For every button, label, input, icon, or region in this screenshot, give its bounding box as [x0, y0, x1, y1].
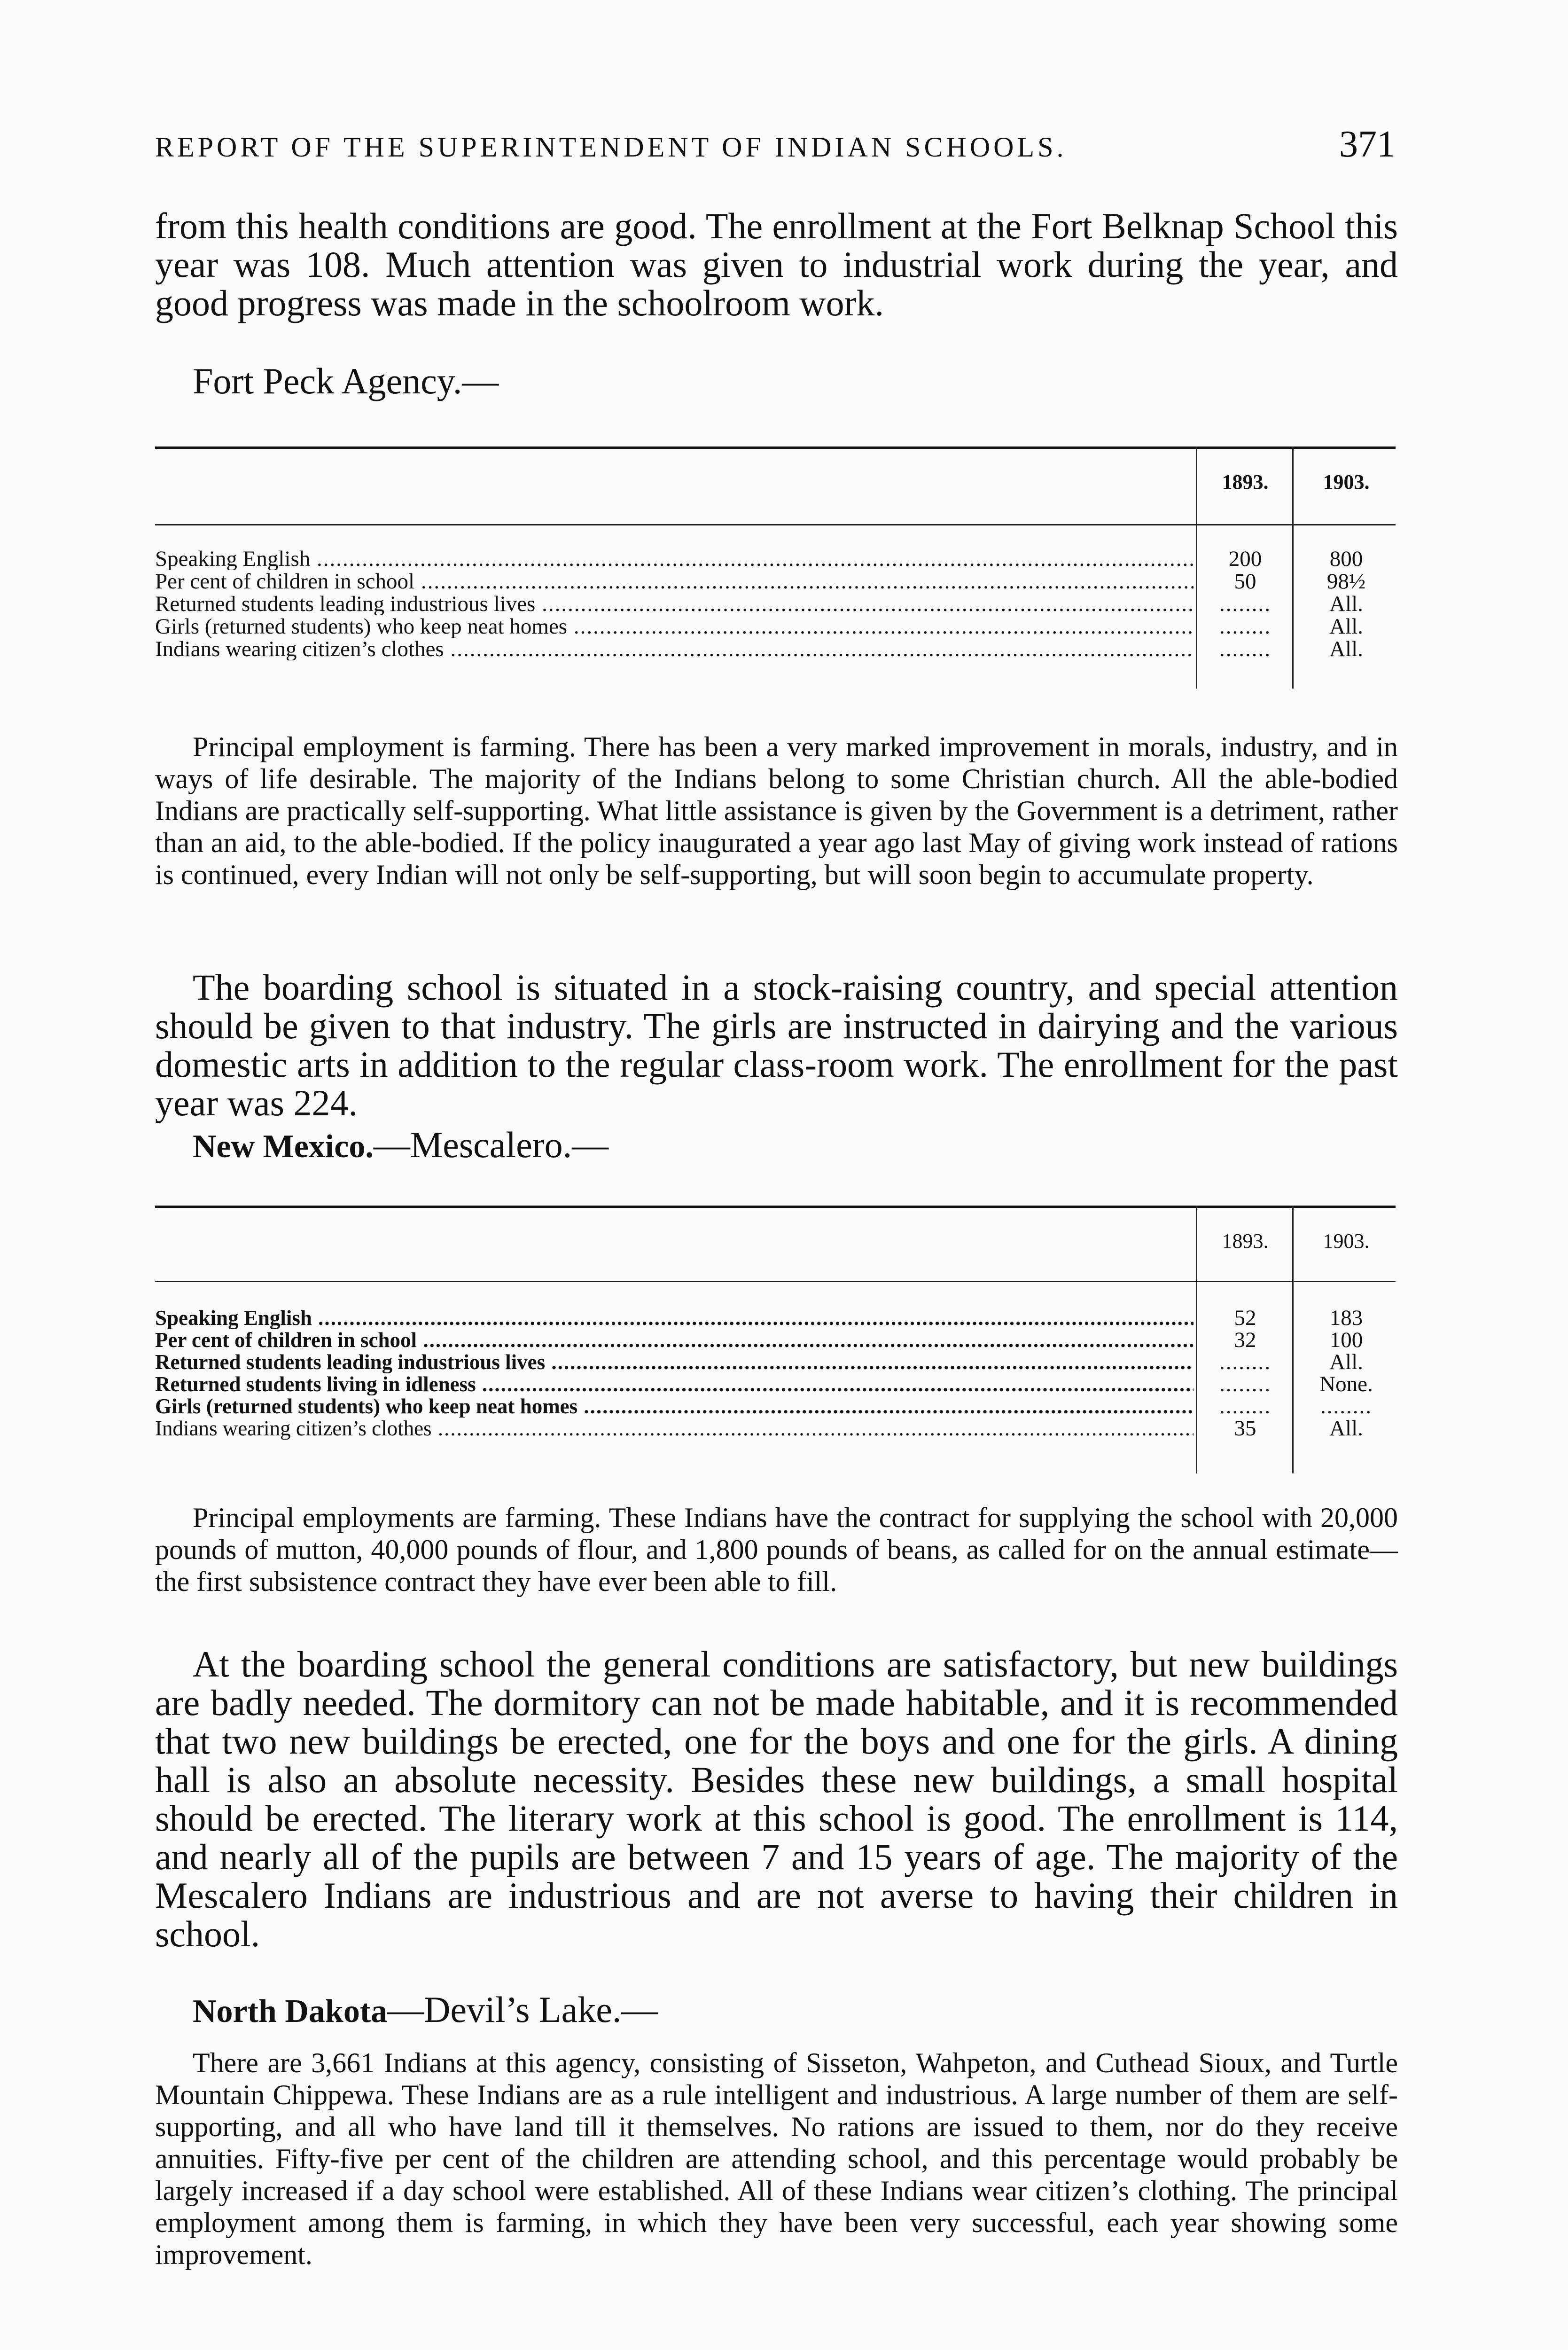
table-row: [155, 548, 1396, 570]
value-1903: ........: [1320, 1394, 1372, 1418]
row-label: Returned students leading industrious lives .....: [155, 593, 1194, 615]
heading-agency: —Devil’s Lake.—: [387, 1989, 658, 2030]
paragraph-mescalero-boarding-school: At the boarding school the general conditions are satisfactory, but new buildings are badly needed. The dormitory can not be made habitable, and it is recommended that two new buildings be erected, one for the boys and one for the girls. A dining hall is also an absolute necessity. Besides these new buildings, a small hospital should be erected. The literary work at this school is good. The enrollment is 114, and nearly all of the pupils are between 7 and 15 years of age. The majority of the Mescalero Indians are industrious and are not averse to having their children in school.: [155, 1644, 1398, 1954]
table-top-rule: [155, 1206, 1396, 1208]
row-label: Speaking English .....: [155, 1307, 1194, 1329]
paragraph-fort-peck-boarding-school: The boarding school is situated in a stock-raising country, and special attention should be given to that industry. The girls are instructed in dairying and the various domestic arts in addition to the regular class-room work. The enrollment for the past year was 224.: [155, 967, 1398, 1123]
row-label: Returned students leading industrious lives .....: [155, 1351, 1194, 1373]
table-row: [155, 615, 1396, 638]
value-1893: 32: [1234, 1328, 1256, 1352]
row-label: Indians wearing citizen’s clothes .....: [155, 1417, 1194, 1440]
paragraph-fort-belknap: from this health conditions are good. The enrollment at the Fort Belknap School this year was 108. Much attention was given to industrial work during the year, and good progress was made in the schoolroom work.: [155, 205, 1398, 323]
paragraph-fort-peck-employment: Principal employment is farming. There has been a very marked improvement in morals, industry, and in ways of life desirable. The majority of the Indians belong to some Christian church. All the able-bodied Indians are practically self-supporting. What little assistance is given by the Government is a detriment, rather than an aid, to the able-bodied. If the policy inaugurated a year ago last May of giving work instead of rations is continued, every Indian will not only be self-supporting, but will soon begin to accumulate property.: [155, 731, 1398, 890]
value-1903: 98½: [1326, 569, 1366, 594]
table-row: [155, 1373, 1396, 1395]
value-1903: 183: [1329, 1306, 1363, 1330]
column-header-1903: 1903.: [1323, 470, 1370, 494]
page-header: [155, 123, 1396, 170]
table-row: [155, 1307, 1396, 1329]
value-1903: All.: [1329, 592, 1363, 616]
running-head: REPORT OF THE SUPERINTENDENT OF INDIAN SCHOOLS.: [155, 132, 1067, 163]
value-1893: 52: [1234, 1306, 1256, 1330]
value-1903: All.: [1329, 1416, 1363, 1441]
table-row: [155, 570, 1396, 593]
value-1893: 200: [1228, 547, 1262, 571]
page-number: 371: [1339, 124, 1396, 165]
value-1903: None.: [1319, 1372, 1373, 1396]
table-row: [155, 1329, 1396, 1351]
row-label: Per cent of children in school .....: [155, 570, 1194, 593]
heading-new-mexico: [193, 1126, 608, 1166]
row-label: Girls (returned students) who keep neat homes .....: [155, 615, 1194, 638]
heading-north-dakota: [193, 1990, 658, 2031]
value-1893: 35: [1234, 1416, 1256, 1441]
table-header-rule: [155, 1281, 1396, 1282]
row-label: Indians wearing citizen’s clothes .....: [155, 638, 1194, 660]
value-1893: ........: [1219, 592, 1271, 616]
heading-state: North Dakota: [193, 1993, 388, 2029]
value-1903: All.: [1329, 637, 1363, 661]
value-1893: ........: [1219, 1372, 1271, 1396]
value-1893: ........: [1219, 637, 1271, 661]
value-1903: All.: [1329, 614, 1363, 639]
table-row: [155, 593, 1396, 615]
table-mescalero: [155, 1206, 1396, 1476]
table-row: [155, 1417, 1396, 1440]
value-1903: 100: [1329, 1328, 1363, 1352]
value-1893: ........: [1219, 614, 1271, 639]
table-top-rule: [155, 446, 1396, 449]
row-label: Returned students living in idleness .....: [155, 1373, 1194, 1395]
paragraph-mescalero-employment: Principal employments are farming. These Indians have the contract for supplying the school with 20,000 pounds of mutton, 40,000 pounds of flour, and 1,800 pounds of beans, as called for on the annual estimate—the first subsistence contract they have ever been able to fill.: [155, 1502, 1398, 1597]
column-header-1903: 1903.: [1323, 1230, 1370, 1253]
value-1893: 50: [1234, 569, 1256, 594]
row-label: Speaking English .....: [155, 548, 1194, 570]
value-1893: ........: [1219, 1394, 1271, 1418]
row-label: Girls (returned students) who keep neat homes .....: [155, 1395, 1194, 1418]
table-row: [155, 638, 1396, 660]
row-label: Per cent of children in school .....: [155, 1329, 1194, 1351]
table-fort-peck: [155, 446, 1396, 691]
table-header-rule: [155, 524, 1396, 525]
table-row: [155, 1351, 1396, 1373]
column-header-1893: 1893.: [1222, 470, 1269, 494]
value-1893: ........: [1219, 1350, 1271, 1374]
heading-fort-peck: Fort Peck Agency.—: [193, 360, 499, 401]
value-1903: All.: [1329, 1350, 1363, 1374]
heading-agency: —Mescalero.—: [373, 1124, 609, 1165]
column-header-1893: 1893.: [1222, 1230, 1269, 1253]
table-row: [155, 1395, 1396, 1418]
heading-state: New Mexico.: [193, 1128, 374, 1165]
value-1903: 800: [1329, 547, 1363, 571]
paragraph-devils-lake: There are 3,661 Indians at this agency, consisting of Sisseton, Wahpeton, and Cuthead Sioux, and Turtle Mountain Chippewa. These Indians are as a rule intelligent and industrious. A large number of them are self-supporting, and all who have land till it themselves. No rations are issued to them, nor do they receive annuities. Fifty-five per cent of the children are attending school, and this percentage would probably be largely increased if a day school were established. All of these Indians wear citizen’s clothing. The principal employment among them is farming, in which they have been very successful, each year showing some improvement.: [155, 2047, 1398, 2270]
